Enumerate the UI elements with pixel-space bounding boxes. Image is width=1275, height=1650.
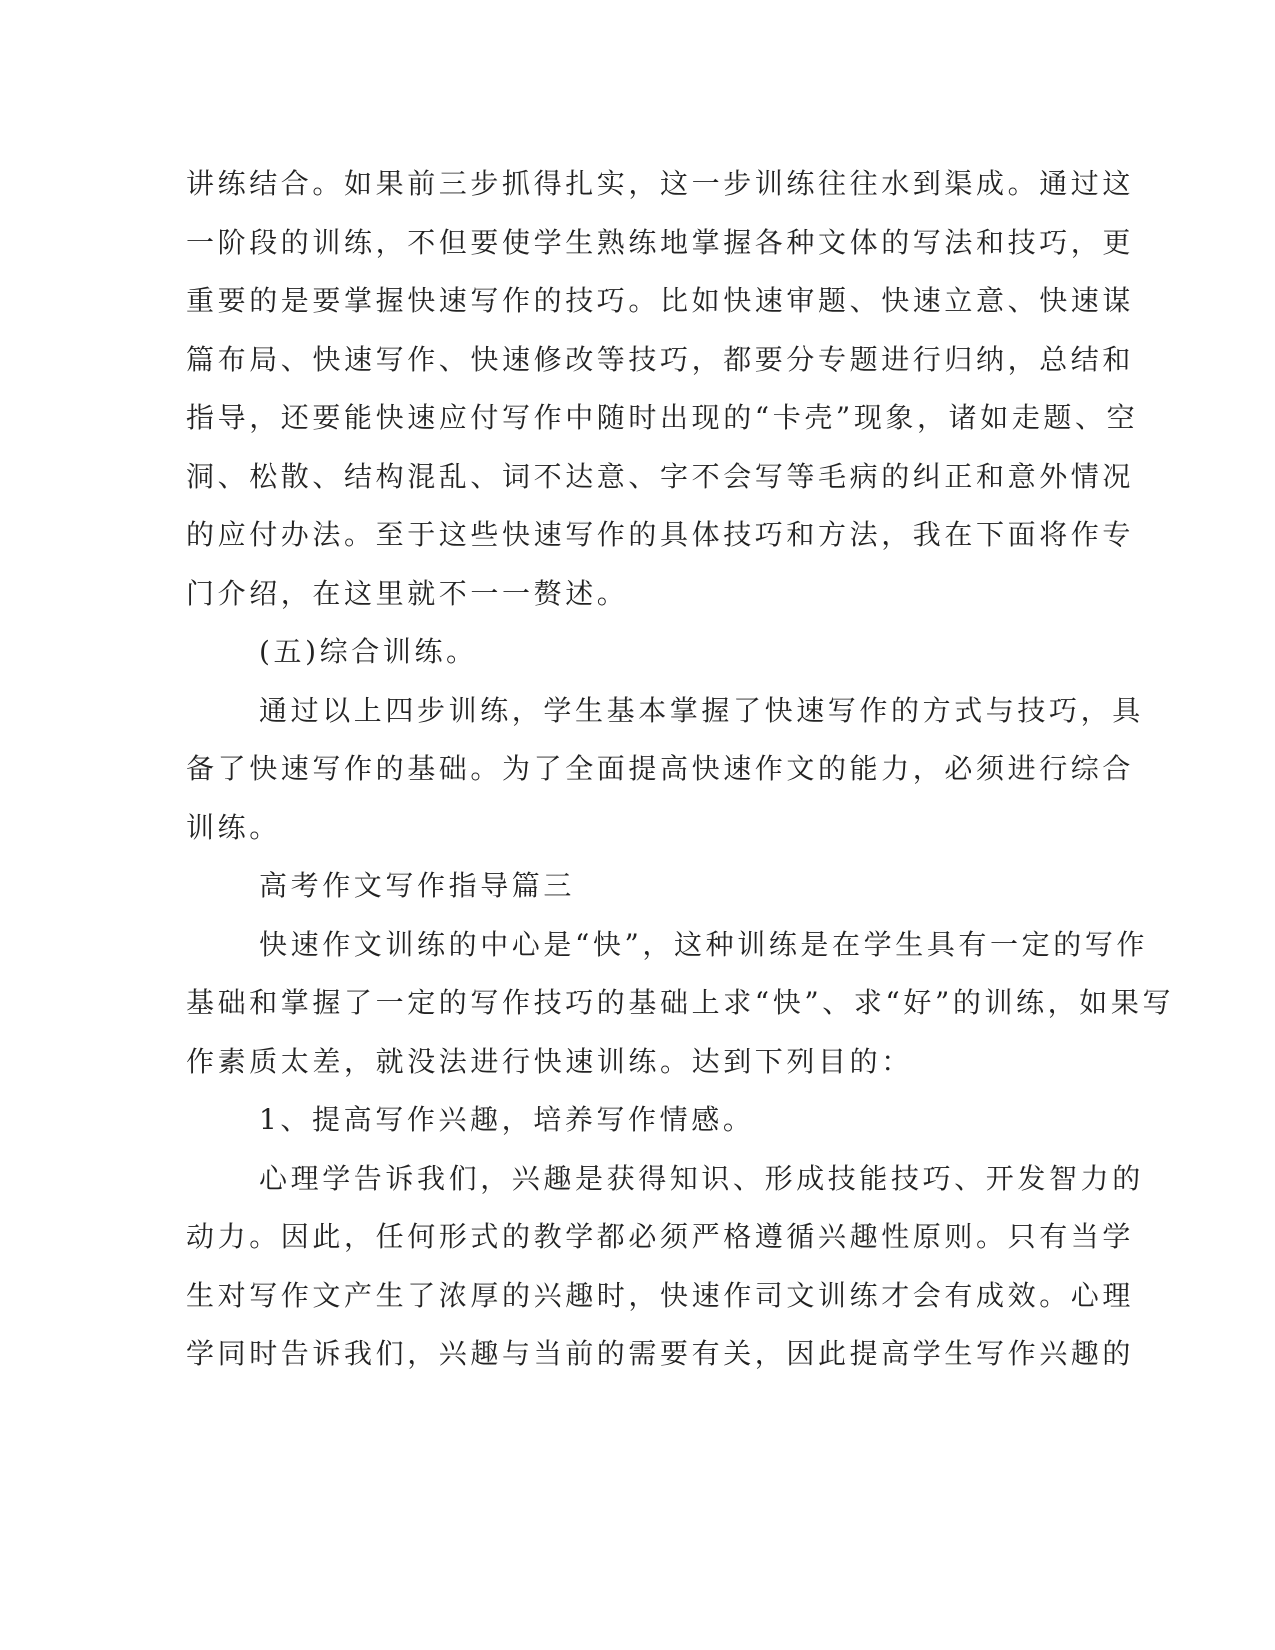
text-line: 作素质太差，就没法进行快速训练。达到下列目的： (186, 1045, 913, 1078)
text-line: 的应付办法。至于这些快速写作的具体技巧和方法，我在下面将作专 (186, 518, 1135, 551)
text-line: 重要的是要掌握快速写作的技巧。比如快速审题、快速立意、快速谋 (186, 284, 1135, 317)
text-line: 心理学告诉我们，兴趣是获得知识、形成技能技巧、开发智力的 (259, 1162, 1144, 1195)
text-line: 基础和掌握了一定的写作技巧的基础上求“快”、求“好”的训练，如果写 (186, 986, 1175, 1019)
article-title: 高考作文写作指导篇三 (259, 869, 576, 902)
text-line: 学同时告诉我们，兴趣与当前的需要有关，因此提高学生写作兴趣的 (186, 1337, 1135, 1370)
text-line: 备了快速写作的基础。为了全面提高快速作文的能力，必须进行综合 (186, 752, 1135, 785)
text-line: 通过以上四步训练，学生基本掌握了快速写作的方式与技巧，具 (259, 694, 1144, 727)
text-line: 门介绍，在这里就不一一赘述。 (186, 577, 629, 610)
section-heading: 1、提高写作兴趣，培养写作情感。 (259, 1103, 755, 1136)
text-line: 训练。 (186, 811, 281, 844)
text-line: 一阶段的训练，不但要使学生熟练地掌握各种文体的写法和技巧，更 (186, 226, 1135, 259)
text-line: 篇布局、快速写作、快速修改等技巧，都要分专题进行归纳，总结和 (186, 343, 1135, 376)
text-line: 洞、松散、结构混乱、词不达意、字不会写等毛病的纠正和意外情况 (186, 460, 1135, 493)
text-line: 动力。因此，任何形式的教学都必须严格遵循兴趣性原则。只有当学 (186, 1220, 1135, 1253)
text-line: 生对写作文产生了浓厚的兴趣时，快速作司文训练才会有成效。心理 (186, 1279, 1135, 1312)
section-heading: (五)综合训练。 (259, 635, 478, 668)
text-line: 快速作文训练的中心是“快”，这种训练是在学生具有一定的写作 (259, 928, 1149, 961)
text-line: 指导，还要能快速应付写作中随时出现的“卡壳”现象，诸如走题、空 (186, 401, 1139, 434)
text-line: 讲练结合。如果前三步抓得扎实，这一步训练往往水到渠成。通过这 (186, 167, 1135, 200)
